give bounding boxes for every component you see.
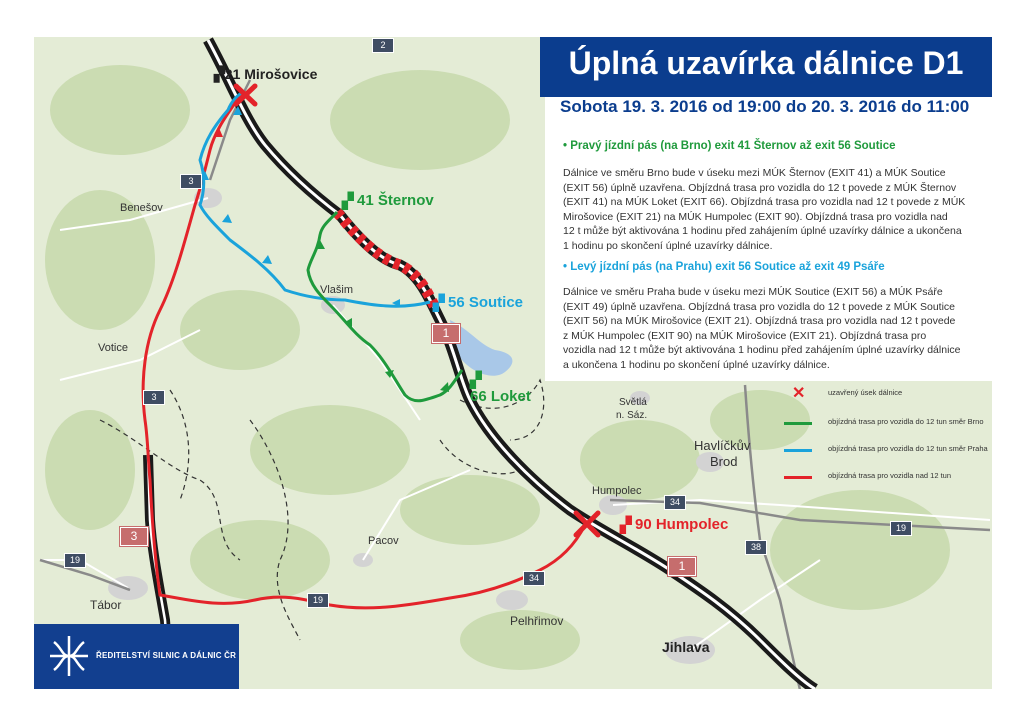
road-shield-38: 38 [745,540,767,555]
page-title: Úplná uzavírka dálnice D1 [568,45,964,81]
place-pacov: Pacov [368,535,399,547]
exit-icon: ▞ [620,517,632,534]
exit-66-label: ▞ 66 Loket [470,372,531,405]
text-line: z MÚK Humpolec (EXIT 90) na MÚK Mirošovice (EXIT 21). Objízdná trasa pro [563,329,927,342]
place-benesov: Benešov [120,202,163,214]
text-line: 12 t může být aktivována 1 hodinu před zahájením úplné uzavírky dálnice a ukončena [563,225,962,238]
exit-icon: ▞ [433,295,445,312]
text-line: (EXIT 41) na MÚK Loket (EXIT 66). Objízdná trasa pro vozidla nad 12 t povede z MÚK [563,196,966,209]
exit-90-label: ▞ 90 Humpolec [620,516,729,534]
legend-label: uzavřený úsek dálnice [828,388,903,397]
text-line: Mirošovice (EXIT 21) na MÚK Humpolec (EXIT 90). Objízdná trasa pro vozidla nad [563,210,948,223]
rsd-logo [34,624,239,689]
exit-icon: ▞ [470,372,482,389]
date-line: Sobota 19. 3. 2016 od 19:00 do 20. 3. 2016 do 11:00 [560,97,970,116]
legend-item-heavy [780,470,988,484]
road-shield-3: 3 [143,390,165,405]
section-heading-praha: • Levý jízdní pás (na Prahu) exit 56 Soutice až exit 49 Psáře [563,261,885,273]
place-jihlava: Jihlava [662,639,710,655]
road-shield-34: 34 [523,571,545,586]
section-heading-brno: • Pravý jízdní pás (na Brno) exit 41 Šternov až exit 56 Soutice [563,140,896,152]
highway-shield-d3: 3 [120,527,148,546]
place-pelhrimov: Pelhřimov [510,614,564,628]
section-text-brno [563,166,979,254]
highway-shield-d1: 1 [668,557,696,576]
logo-text: ŘEDITELSTVÍ SILNIC A DÁLNIC ČR [96,651,237,660]
legend-swatch [784,449,812,452]
legend-label: objízdná trasa pro vozidla do 12 tun směr Praha [828,444,988,453]
text-line: (EXIT 56) na MÚK Mirošovice (EXIT 21). Objízdná trasa pro vozidla nad 12 t povede [563,315,956,328]
exit-icon: ▞ [342,193,354,210]
legend-label: objízdná trasa pro vozidla do 12 tun směr Brno [828,417,984,426]
place-votice: Votice [98,342,128,354]
road-shield-3: 3 [180,174,202,189]
place-svetla: Světlá [619,397,647,408]
place-brod: Brod [710,454,738,469]
closure-cross-icon: ✕ [792,385,806,402]
exit-41-label: ▞ 41 Šternov [342,192,434,210]
exit-56-label: ▞ 56 Soutice [433,294,524,312]
road-shield-19: 19 [307,593,329,608]
text-line: Dálnice ve směru Praha bude v úseku mezi MÚK Soutice (EXIT 56) a MÚK Psáře [563,286,943,298]
legend-swatch [784,476,812,479]
place-humpolec: Humpolec [592,485,642,497]
legend-item-praha [780,443,988,457]
text-line: (EXIT 49) úplně uzavřena. Objízdná trasa pro vozidla do 12 t povede z MÚK Soutice [563,300,956,313]
map-legend [780,383,988,483]
place-tabor: Tábor [90,598,122,612]
legend-item-closure [780,387,988,401]
exit-icon: ▞ [214,66,225,82]
legend-label: objízdná trasa pro vozidla nad 12 tun [828,471,951,480]
place-svetla-2: n. Sáz. [616,410,648,421]
place-havlickuv: Havlíčkův [694,438,751,453]
text-line: a ukončena 1 hodinu po skončení úplné uzavírky dálnice. [563,358,830,371]
road-shield-19: 19 [890,521,912,536]
road-shield-19: 19 [64,553,86,568]
text-line: 1 hodinu po skončení úplné uzavírky dálnice. [563,239,773,252]
road-shield-2: 2 [372,38,394,53]
place-vlasim: Vlašim [320,284,354,296]
interchange-icon [48,634,90,678]
exit-21-label: ▞21 Mirošovice [214,66,318,82]
road-shield-34: 34 [664,495,686,510]
text-line: (EXIT 56) úplně uzavřena. Objízdná trasa pro vozidla do 12 t povede z MÚK Šternov [563,181,957,194]
section-text-praha [563,285,979,373]
highway-shield-d1: 1 [432,324,460,343]
title-bar [540,37,992,97]
text-line: Dálnice ve směru Brno bude v úseku mezi MÚK Šternov (EXIT 41) a MÚK Soutice [563,167,946,179]
legend-item-brno [780,416,988,430]
legend-swatch [784,422,812,425]
text-line: vozidla nad 12 t může být aktivována 1 hodinu před zahájením úplné uzavírky dálnice [563,344,961,357]
